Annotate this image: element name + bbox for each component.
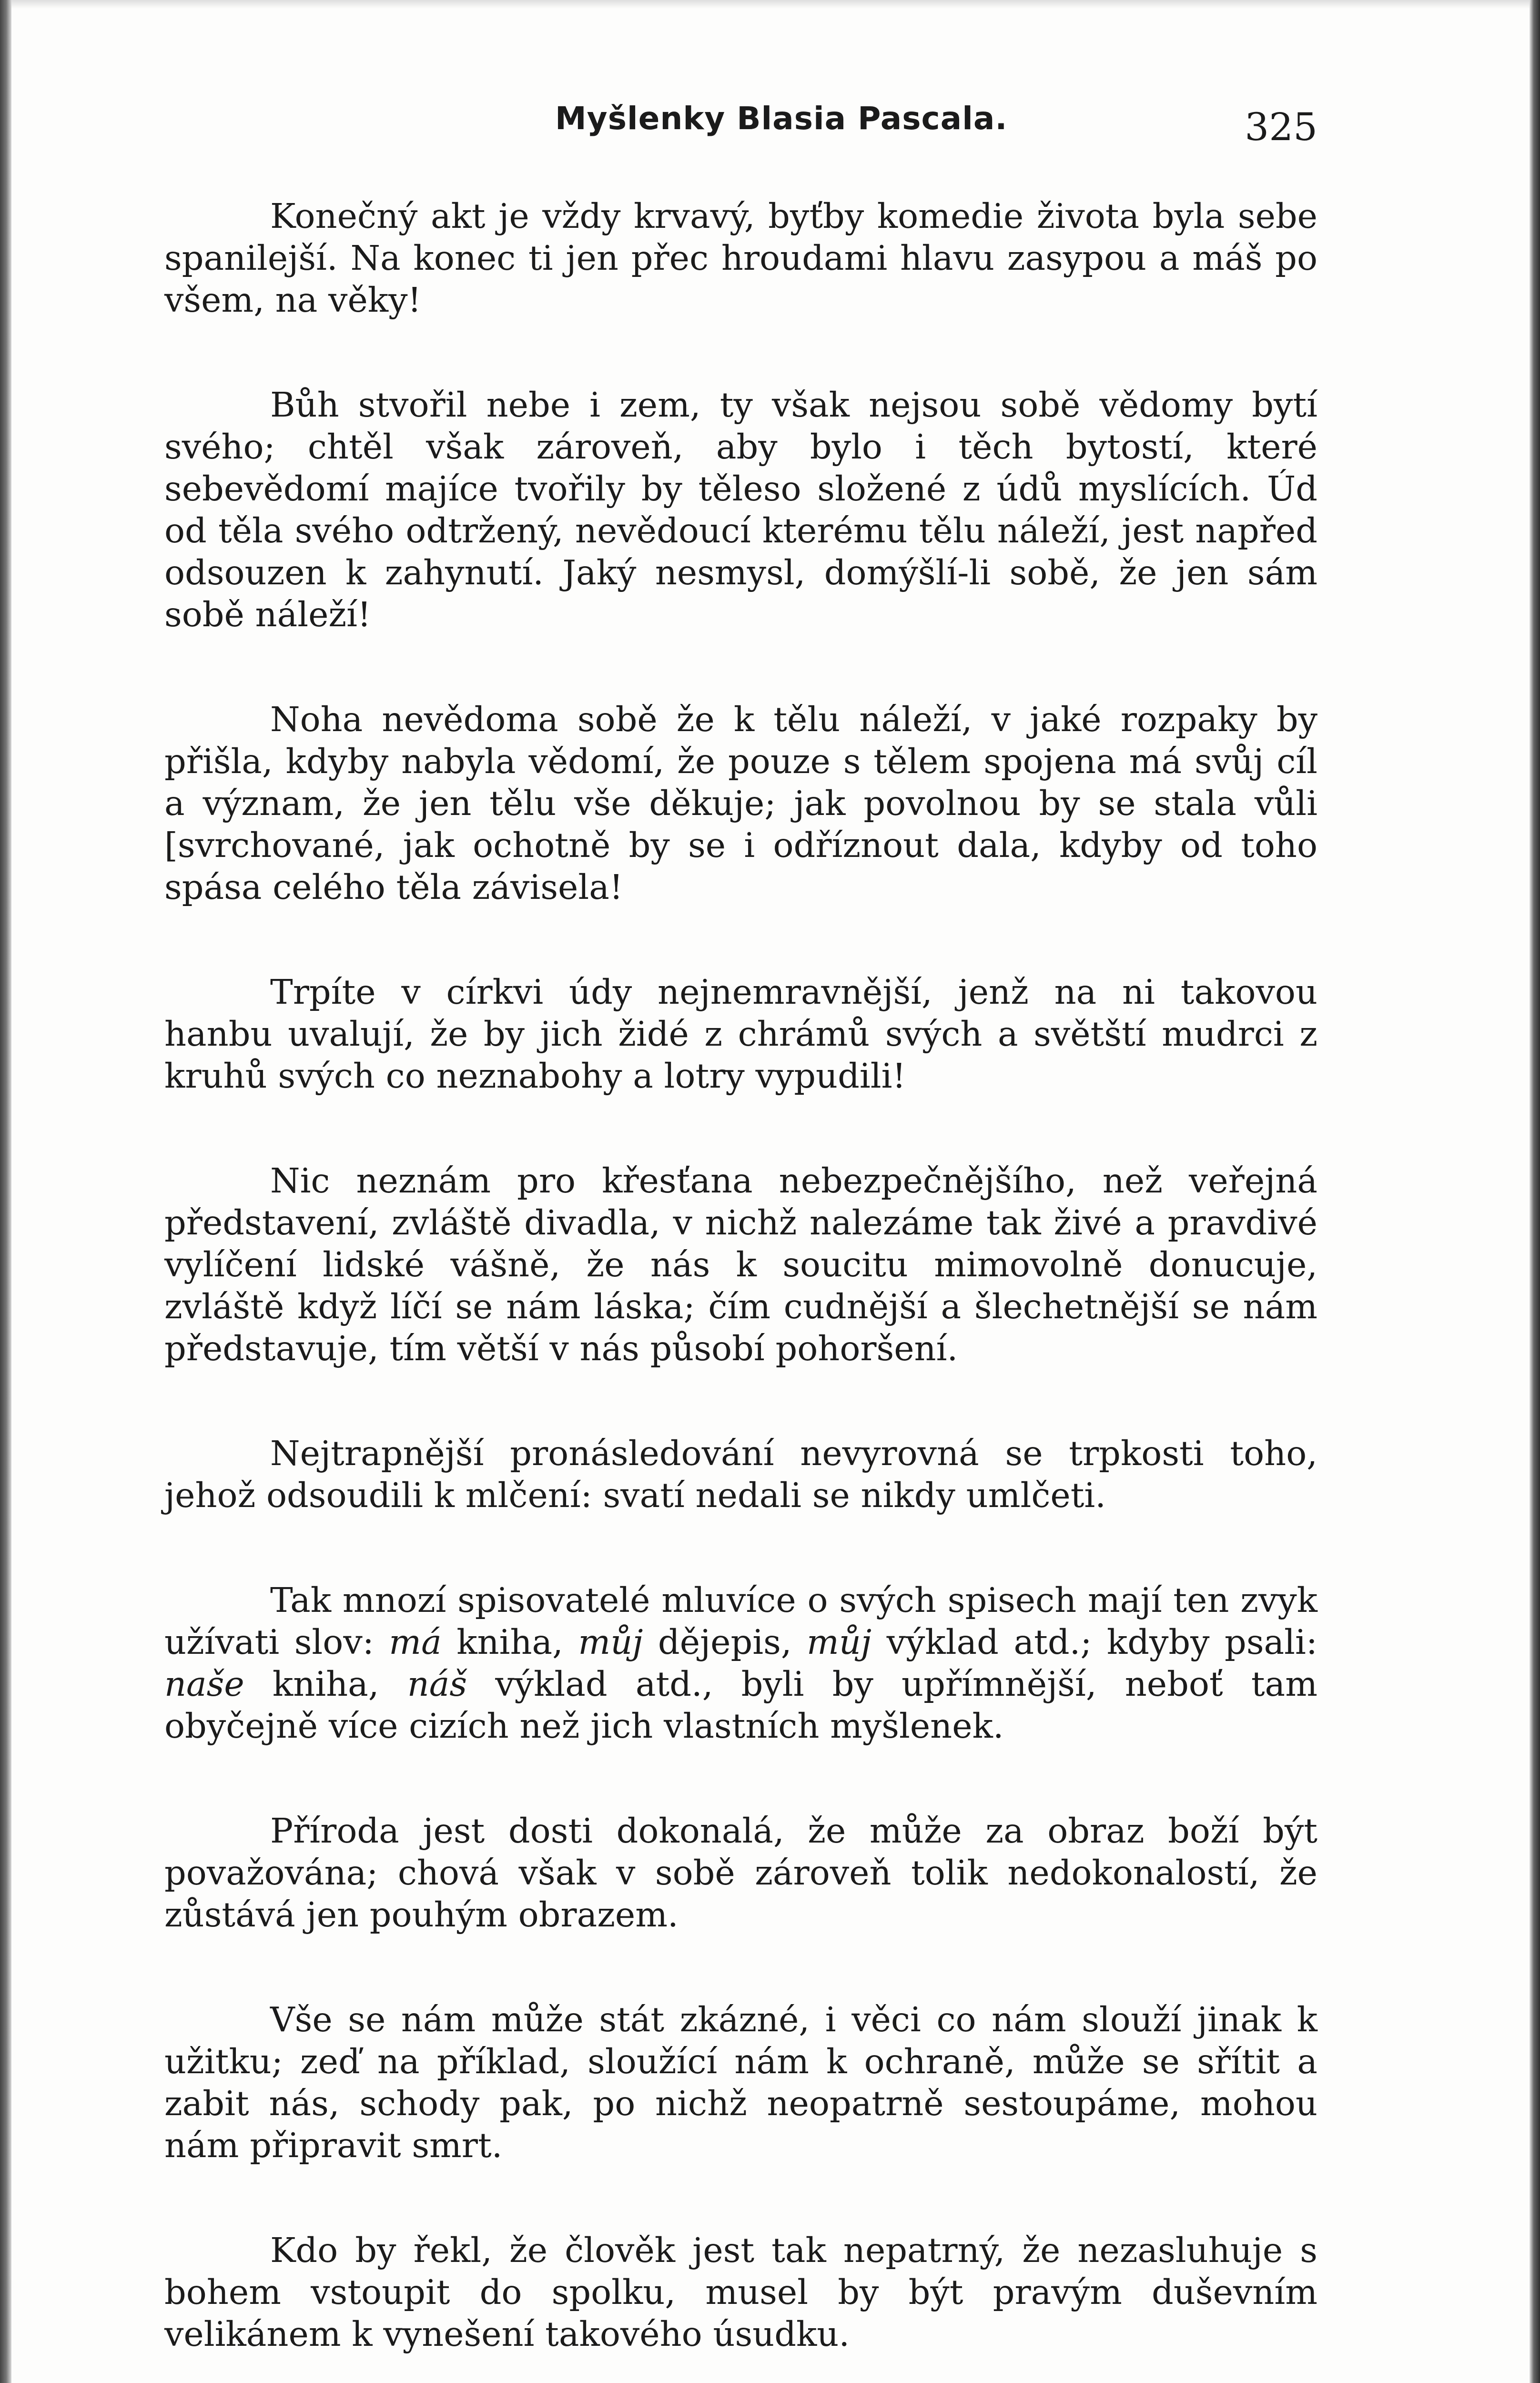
emphasis-nase: naše — [164, 1664, 244, 1704]
paragraph-5: Nic neznám pro křesťana nebezpečnějšího, než veřejná představení, zvláště divadla, v nichž nalezáme tak živé a pravdivé vylíčení lidské vášně, že nás k soucitu mimovolně donucuje, zvláště když líčí se nám láska; čím cudnější a šlechetnější se nám představuje, tím větší v nás působí pohoršení. — [164, 1161, 1317, 1368]
paragraph-7-text: výklad atd.; kdyby psali: — [871, 1622, 1317, 1662]
paragraph-2: Bůh stvořil nebe i zem, ty však nejsou sobě vědomy bytí svého; chtěl však zároveň, aby bylo i těch bytostí, které sebevědomí majíce tvořily by těleso složené z údů myslících. Úd od těla svého odtržený, nevědoucí kterému tělu náleží, jest napřed odsouzen k zahynutí. Jaký nesmysl, domýšlí-li sobě, že jen sám sobě náleží! — [164, 385, 1317, 634]
paragraph-1: Konečný akt je vždy krvavý, byťby komedie života byla sebe spanilejší. Na konec ti jen přec hroudami hlavu zasypou a máš po všem, na věky! — [164, 196, 1317, 320]
paragraph-4: Trpíte v církvi údy nejnemravnější, jenž na ni takovou hanbu uvalují, že by jich židé z chrámů svých a světští mudrci z kruhů svých co neznabohy a lotry vypudili! — [164, 972, 1317, 1096]
emphasis-muj: můj — [807, 1622, 872, 1662]
emphasis-ma: má — [389, 1622, 442, 1662]
paragraph-6: Nejtrapnější pronásledování nevyrovná se trpkosti toho, jehož odsoudili k mlčení: svatí nedali se nikdy umlčeti. — [164, 1434, 1317, 1515]
paragraph-8: Příroda jest dosti dokonalá, že může za obraz boží být považována; chová však v sobě zároveň tolik nedokonalostí, že zůstává jen pouhým obrazem. — [164, 1811, 1317, 1935]
paragraph-7-text: výklad atd., byli by upřímnější, neboť tam obyčejně více cizích než jich vlastních myšlenek. — [164, 1664, 1317, 1746]
page-header — [164, 91, 1317, 157]
running-head: Myšlenky Blasia Pascala. — [555, 100, 1008, 137]
paragraph-7 — [164, 1579, 1317, 1747]
scan-right-edge — [1530, 0, 1540, 2383]
paragraph-7-text: Tak mnozí spisovatelé mluvíce o svých spisech mají ten zvyk užívati slov: — [164, 1580, 1317, 1662]
body-text — [164, 195, 1317, 2355]
page-number: 325 — [1245, 105, 1317, 149]
scan-left-edge — [0, 0, 11, 2383]
paragraph-7-text: kniha, — [441, 1622, 578, 1662]
paragraph-3: Noha nevědoma sobě že k tělu náleží, v jaké rozpaky by přišla, kdyby nabyla vědomí, že pouze s tělem spojena má svůj cíl a význam, že jen tělu vše děkuje; jak povolnou by se stala vůli [svrchované, jak ochotně by se i odříznout dala, kdyby od toho spása celého těla závisela! — [164, 700, 1317, 907]
paragraph-10: Kdo by řekl, že člověk jest tak nepatrný, že nezasluhuje s bohem vstoupit do spolku, musel by být pravým duševním velikánem k vynešení takového úsudku. — [164, 2230, 1317, 2354]
paragraph-7-text: kniha, — [244, 1664, 407, 1704]
emphasis-nas: náš — [407, 1664, 467, 1704]
paragraph-7-text: dějepis, — [643, 1622, 807, 1662]
emphasis-muj: můj — [578, 1622, 643, 1662]
scan-top-edge — [0, 0, 1540, 9]
paragraph-9: Vše se nám může stát zkázné, i věci co nám slouží jinak k užitku; zeď na příklad, sloužící nám k ochraně, může se sřítit a zabit nás, schody pak, po nichž neopatrně sestoupáme, mohou nám připravit smrt. — [164, 2000, 1317, 2165]
